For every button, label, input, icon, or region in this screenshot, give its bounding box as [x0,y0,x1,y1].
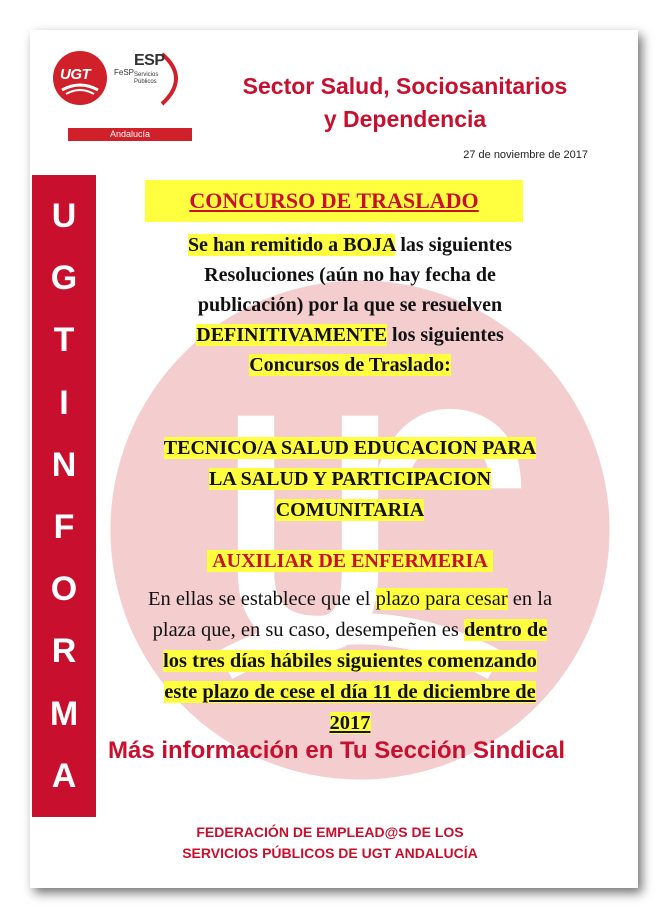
text-span: Concursos de Traslado: [249,354,451,376]
text-span: TECNICO/A SALUD EDUCACION PARA [163,437,537,459]
band-letter: I [59,383,69,422]
text-span: 2017 [329,712,371,734]
page-title [200,70,610,136]
text-span: Se han remitido a BOJA [187,234,396,256]
flyer-page [30,30,638,888]
text-span: COMUNITARIA [275,499,425,521]
logo-subtitle: Servicios Públicos [134,72,159,85]
text-span: en la [507,588,553,610]
text-span: publicación) por la que se resuelven [197,294,503,316]
notice-paragraph-3 [95,584,605,739]
footer [90,822,570,864]
notice-title: CONCURSO DE TRASLADO [145,180,523,222]
logo-region: Andalucía [68,128,192,141]
category-auxiliar [100,547,600,575]
ugt-logo [50,48,200,148]
band-letter: A [51,756,77,795]
title-line-2: y Dependencia [323,106,487,132]
band-letter: R [51,632,77,671]
text-span: plazo para cesar [375,588,508,610]
band-letter: G [50,259,78,298]
title-line-1: Sector Salud, Sociosanitarios [242,73,568,99]
text-span: las siguientes [395,234,513,256]
band-letter: U [51,197,77,236]
text-span: AUXILIAR DE ENFERMERIA [207,550,493,572]
footer-line-2: SERVICIOS PÚBLICOS DE UGT ANDALUCÍA [182,845,478,861]
text-span: plazo de cese el día 11 de diciembre de [202,681,536,703]
text-span: dentro de [464,619,548,641]
category-technico [100,433,600,526]
text-span: los siguientes [387,324,504,346]
text-span: Resoluciones (aún no hay fecha de [204,264,496,286]
band-letter: T [53,321,75,360]
band-letter: F [53,508,75,547]
notice-paragraph-1 [100,230,600,380]
logo-ugt-text: UGT [60,66,91,83]
band-letter: O [50,570,78,609]
text-span: los tres días hábiles siguientes comenzando [163,650,537,672]
text-span: DEFINITIVAMENTE [196,324,388,346]
footer-line-1: FEDERACIÓN DE EMPLEAD@S DE LOS [196,824,464,840]
text-span: este [164,681,203,703]
band-letter: M [49,694,79,733]
text-span: LA SALUD Y PARTICIPACION [208,468,492,490]
band-letter: N [51,445,77,484]
ugt-informa-band [32,175,96,817]
more-info: Más información en Tu Sección Sindical [108,737,565,764]
logo-fesp: FeSP [114,68,135,77]
logo-esp: ESP [134,52,165,69]
text-span: plaza que, en su caso, desempeñen es [152,619,465,641]
date-label: 27 de noviembre de 2017 [463,149,588,161]
text-span: En ellas se establece que el [147,588,376,610]
